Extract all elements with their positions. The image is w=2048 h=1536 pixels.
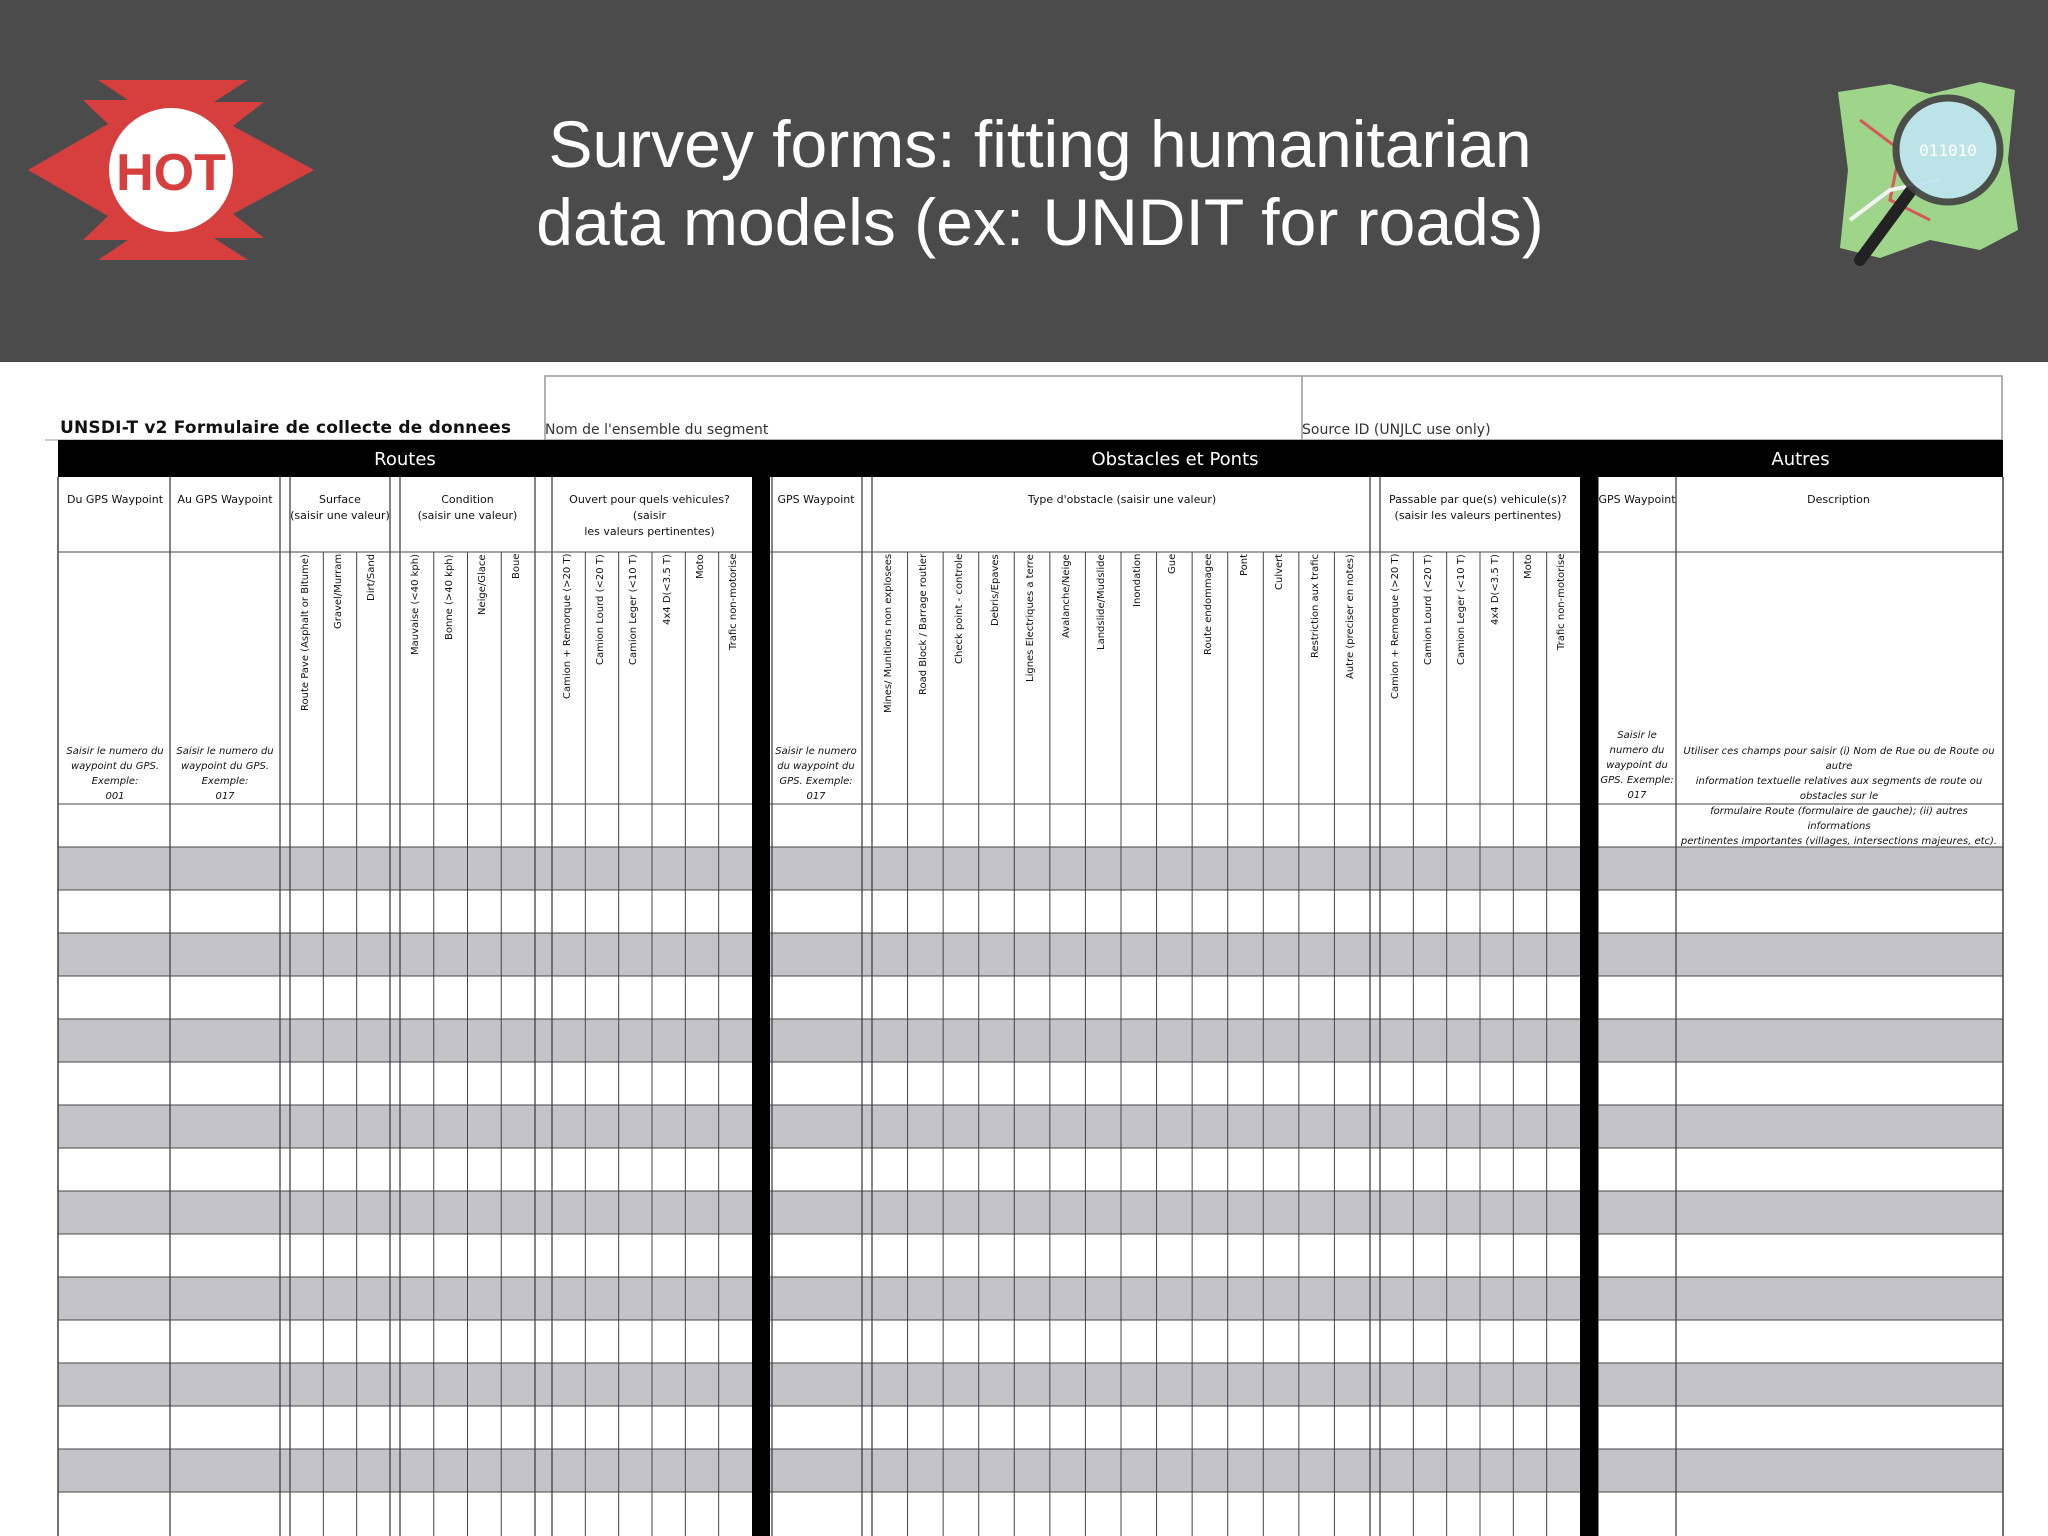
obstacle-option-label: Debris/Epaves bbox=[989, 554, 1001, 626]
header-gps-obstacles: GPS Waypoint bbox=[777, 493, 855, 506]
form-row bbox=[58, 933, 2003, 976]
obstacle-option-label: Landslide/Mudslide bbox=[1096, 554, 1108, 650]
obstacle-option-label: Lignes Electriques a terre bbox=[1025, 554, 1037, 682]
obstacle-option-label: Road Block / Barrage routier bbox=[918, 554, 930, 696]
header-gps-autres: GPS Waypoint bbox=[1598, 493, 1676, 506]
header-surface: Surface (saisir une valeur) bbox=[290, 493, 390, 522]
obstacle-option-label: Avalanche/Neige bbox=[1060, 554, 1072, 638]
passable-option-label: Moto bbox=[1523, 554, 1534, 579]
source-field-label: Source ID (UNJLC use only) bbox=[1302, 422, 1491, 438]
survey-form bbox=[0, 362, 2048, 1536]
header-passable: Passable par que(s) vehicule(s)? (saisir les valeurs pertinentes) bbox=[1389, 493, 1567, 522]
obstacle-option-label: Mines/ Munitions non explosees bbox=[882, 554, 894, 714]
obstacle-option-label: Check point - controle bbox=[953, 554, 965, 665]
osm-magnifier-map-icon bbox=[1830, 80, 2020, 270]
form-row bbox=[58, 1320, 2003, 1363]
obstacle-option-label: Culvert bbox=[1274, 554, 1286, 591]
surface-option-label: Dirt/Sand bbox=[366, 554, 378, 602]
hot-logo bbox=[28, 80, 314, 260]
surface-option-label: Route Pave (Asphalt or Bitume) bbox=[299, 554, 311, 711]
autres-separator bbox=[1580, 477, 1598, 1536]
slide-title: Survey forms: fitting humanitarian data models (ex: UNDIT for roads) bbox=[536, 107, 1544, 259]
surface-option-label: Gravel/Murram bbox=[333, 554, 344, 630]
form-row bbox=[58, 1234, 2003, 1277]
slide-header bbox=[0, 0, 2048, 362]
ouvert-option-label: Camion Lourd (<20 T) bbox=[595, 554, 606, 665]
ouvert-option-label: Moto bbox=[695, 554, 706, 579]
osm-binary-glyphs: 011010 bbox=[1919, 141, 1977, 160]
obstacle-option-label: Autre (preciser en notes) bbox=[1345, 554, 1357, 679]
condition-option-label: Boue bbox=[511, 554, 523, 580]
condition-option-label: Mauvaise (<40 kph) bbox=[409, 554, 421, 656]
form-row bbox=[58, 847, 2003, 890]
form-grid bbox=[0, 362, 2048, 1536]
form-row bbox=[58, 890, 2003, 933]
passable-option-label: 4x4 D(<3.5 T) bbox=[1489, 554, 1501, 625]
form-row bbox=[58, 1191, 2003, 1234]
form-row bbox=[58, 1019, 2003, 1062]
form-row bbox=[58, 976, 2003, 1019]
obstacle-option-label: Restriction aux trafic bbox=[1309, 554, 1321, 659]
example-au-gps: Saisir le numero du waypoint du GPS. Exemple: 017 bbox=[176, 746, 274, 802]
passable-option-label: Trafic non-motorise bbox=[1556, 554, 1568, 651]
form-title: UNSDI-T v2 Formulaire de collecte de donnees bbox=[60, 418, 512, 438]
example-description: Utiliser ces champs pour saisir (i) Nom de Rue ou de Route ou autre information textuelle relatives aux segments de route ou obstacles sur le formulaire Route (formulaire de gauche); (ii) autres informations pertinentes importantes (villages, intersections majeures, etc). bbox=[1680, 746, 1998, 847]
ouvert-option-label: Trafic non-motorise bbox=[728, 554, 740, 651]
form-row bbox=[58, 1492, 2003, 1535]
section-obstacles: Obstacles et Ponts bbox=[1091, 449, 1259, 470]
header-au-gps: Au GPS Waypoint bbox=[177, 493, 273, 506]
example-gps-obstacles: Saisir le numero du waypoint du GPS. Exemple: 017 bbox=[775, 746, 857, 802]
header-description: Description bbox=[1807, 493, 1870, 506]
passable-option-label: Camion Leger (<10 T) bbox=[1456, 554, 1468, 665]
segment-field-label: Nom de l'ensemble du segment bbox=[545, 422, 769, 438]
header-type-obstacle: Type d'obstacle (saisir une valeur) bbox=[1027, 493, 1217, 506]
passable-option-label: Camion Lourd (<20 T) bbox=[1423, 554, 1434, 665]
header-ouvert: Ouvert pour quels vehicules? (saisir les valeurs pertinentes) bbox=[569, 493, 730, 538]
form-row bbox=[58, 1062, 2003, 1105]
obstacle-option-label: Pont bbox=[1238, 554, 1250, 577]
example-du-gps: Saisir le numero du waypoint du GPS. Exemple: 001 bbox=[66, 746, 164, 802]
form-row bbox=[58, 1277, 2003, 1320]
form-row bbox=[58, 1363, 2003, 1406]
example-gps-autres: Saisir le numero du waypoint du GPS. Exemple: 017 bbox=[1600, 730, 1674, 801]
section-autres: Autres bbox=[1771, 449, 1830, 470]
passable-option-label: Camion + Remorque (>20 T) bbox=[1389, 554, 1401, 700]
obstacles-separator bbox=[752, 477, 770, 1536]
obstacle-option-label: Inondation bbox=[1131, 554, 1143, 608]
condition-option-label: Bonne (>40 kph) bbox=[443, 554, 455, 640]
obstacle-option-label: Gue bbox=[1167, 554, 1179, 575]
ouvert-option-label: 4x4 D(<3.5 T) bbox=[661, 554, 673, 625]
form-row bbox=[58, 1406, 2003, 1449]
obstacle-option-label: Route endommagee bbox=[1202, 554, 1214, 656]
hot-logo-text: HOT bbox=[116, 144, 226, 202]
condition-option-label: Neige/Glace bbox=[477, 554, 489, 615]
section-routes: Routes bbox=[374, 449, 436, 470]
ouvert-option-label: Camion + Remorque (>20 T) bbox=[561, 554, 573, 700]
ouvert-option-label: Camion Leger (<10 T) bbox=[628, 554, 640, 665]
form-row bbox=[58, 1105, 2003, 1148]
form-row bbox=[58, 1449, 2003, 1492]
header-condition: Condition (saisir une valeur) bbox=[417, 493, 518, 522]
header-du-gps: Du GPS Waypoint bbox=[66, 493, 164, 506]
form-row bbox=[58, 1148, 2003, 1191]
